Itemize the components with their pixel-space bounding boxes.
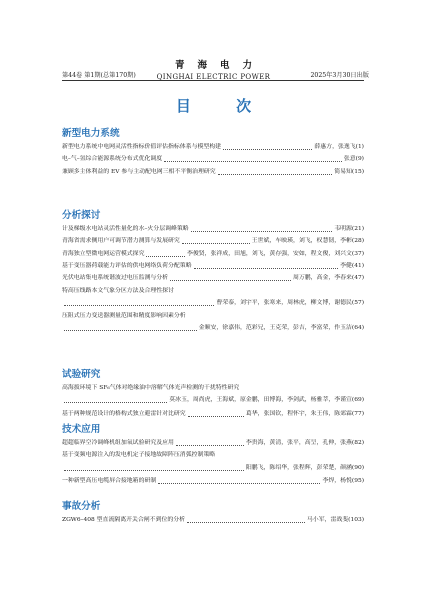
entry-title: 基于变压器荷载能力评估的供电网络负荷分配策略: [62, 262, 192, 269]
entry-title: 光伏电站集电系统谐波过电压监测与分析: [62, 275, 169, 282]
leader-dots: [64, 329, 197, 331]
entry-title: 超超临界空冷调峰机组加氧试验研究及应用: [62, 440, 174, 446]
publish-date: 2025年3月30日出版: [310, 72, 369, 79]
toc-entry[interactable]: [62, 154, 364, 165]
section-heading: 事故分析: [62, 501, 101, 512]
leader-dots: [64, 401, 167, 403]
entry-authors-page: 莫冰玉，周尚虎，王海斌，原金鹏，田博海，李剑武，杨雅莘，李谨宣(69): [169, 397, 364, 404]
journal-name-cn: 青海电力: [174, 60, 265, 71]
section-heading: 分析探讨: [62, 210, 101, 221]
entry-title: ZGW6–408 型直流隔离开关合闸不到位的分析: [62, 517, 186, 523]
entry-title: 基于两种规范设计的格构式独立避雷针对比研究: [62, 410, 186, 417]
leader-dots: [64, 304, 214, 306]
entry-title: 新型电力系统中电网灵活性指标价值评估指标体系与模型构建: [62, 144, 222, 150]
section-heading: 技术应用: [62, 424, 101, 435]
entry-authors-page: 李健(41): [340, 262, 364, 269]
entry-authors-page: 马小军，雷战斐(103): [306, 517, 364, 523]
entry-authors-page: 王世斌，车映瑛，刘飞，权慧韧，李彬(28): [251, 238, 364, 245]
entry-authors-page: 韦明源(21): [334, 226, 364, 232]
toc-entry[interactable]: [62, 476, 364, 487]
entry-title: 特高压线路本文气象分区方法及合理性探讨: [62, 287, 174, 294]
leader-dots: [218, 173, 333, 175]
leader-dots: [158, 482, 320, 484]
leader-dots: [146, 255, 185, 257]
entry-title: 压阻式压力变送器测量范围和精度影响因素分析: [62, 313, 186, 320]
issue-label: 第44卷 第1期(总第170期): [62, 72, 136, 79]
entry-authors-page: 葛华，张国钦，程怀宇，朱王伟，陈郊霖(77): [245, 410, 364, 417]
toc-entry-continuation: [62, 323, 364, 334]
entry-authors-page: 曹荣泰，刘宇平，张寒来，周林虎，柳文博，谢德民(57): [216, 299, 364, 306]
entry-authors-page: 李贵海，黄清，张平，高呈，孔伸，张燕(82): [245, 440, 364, 446]
leader-dots: [188, 415, 244, 417]
section-heading: 新型电力系统: [62, 128, 120, 139]
entry-title: 兼顾多主体利益的 EV 参与主动配电网三相不平衡治理研究: [62, 168, 216, 175]
leader-dots: [176, 444, 244, 446]
toc-entry[interactable]: [62, 409, 364, 420]
toc-entry-continuation: [62, 463, 364, 474]
toc-entry[interactable]: [62, 236, 364, 247]
entry-authors-page: 阳鹏飞，陈绍华，张程辉，彭荣楚，颜涵(90): [245, 464, 364, 471]
toc-entry-continuation: [62, 395, 364, 406]
toc-entry[interactable]: [62, 311, 364, 322]
leader-dots: [191, 230, 333, 232]
entry-authors-page: 李俊贤，张祥成，田旭，刘飞，黄存强，安如，程文俊，刘兴文(37): [186, 250, 364, 257]
entry-authors-page: 周万鹏，高金，李春来(47): [293, 275, 364, 282]
entry-title: 电–气–氢综合能源系统分布式优化调度: [62, 156, 163, 163]
entry-title: 青海省需求侧用户可调节潜力测算与发展研究: [62, 238, 180, 245]
leader-dots: [187, 521, 305, 523]
toc-entry[interactable]: [62, 515, 364, 526]
section-heading: 试验研究: [62, 369, 101, 380]
toc-entry[interactable]: [62, 261, 364, 272]
header-rule: [62, 80, 364, 81]
leader-dots: [194, 267, 339, 269]
entry-authors-page: 李焊，杨悦(95): [322, 477, 364, 484]
entry-title: 青海独立型微电网运营模式探究: [62, 250, 145, 257]
entry-title: 基于变频电源注入的发电机定子接地故障阵压消弧控制策略: [62, 452, 216, 459]
entry-authors-page: 金顺安，徐嘉伟，范彩兄，王克荣，彭吉，李富荣，作玉洁(64): [198, 325, 364, 332]
toc-entry[interactable]: [62, 249, 364, 260]
entry-title: 一种新型高压电缆屏合接地箱的研制: [62, 477, 157, 484]
toc-entry[interactable]: [62, 438, 364, 449]
entry-title: 计及梯级水电站灵活性量化的水–火分层调峰策略: [62, 226, 189, 232]
toc-entry[interactable]: [62, 383, 364, 394]
leader-dots: [164, 160, 342, 162]
entry-authors-page: 薛惠方，张逸飞(1): [314, 144, 364, 150]
leader-dots: [64, 469, 244, 471]
toc-title: 目 次: [175, 97, 272, 115]
entry-authors-page: 简易知(15): [334, 168, 364, 175]
entry-title: 高海拔环境下 SF₆气体对绝缘油中溶解气体光声检测的干扰特性研究: [62, 385, 240, 391]
toc-entry-continuation: [62, 298, 364, 309]
toc-entry[interactable]: [62, 273, 364, 284]
journal-name-en: QINGHAI ELECTRIC POWER: [156, 73, 271, 81]
toc-entry[interactable]: [62, 286, 364, 297]
toc-entry[interactable]: [62, 224, 364, 235]
toc-entry[interactable]: [62, 142, 364, 153]
toc-entry[interactable]: [62, 167, 364, 178]
toc-entry[interactable]: [62, 450, 364, 461]
leader-dots: [170, 279, 291, 281]
entry-authors-page: 张意(9): [343, 156, 364, 163]
leader-dots: [182, 242, 250, 244]
leader-dots: [223, 148, 312, 150]
